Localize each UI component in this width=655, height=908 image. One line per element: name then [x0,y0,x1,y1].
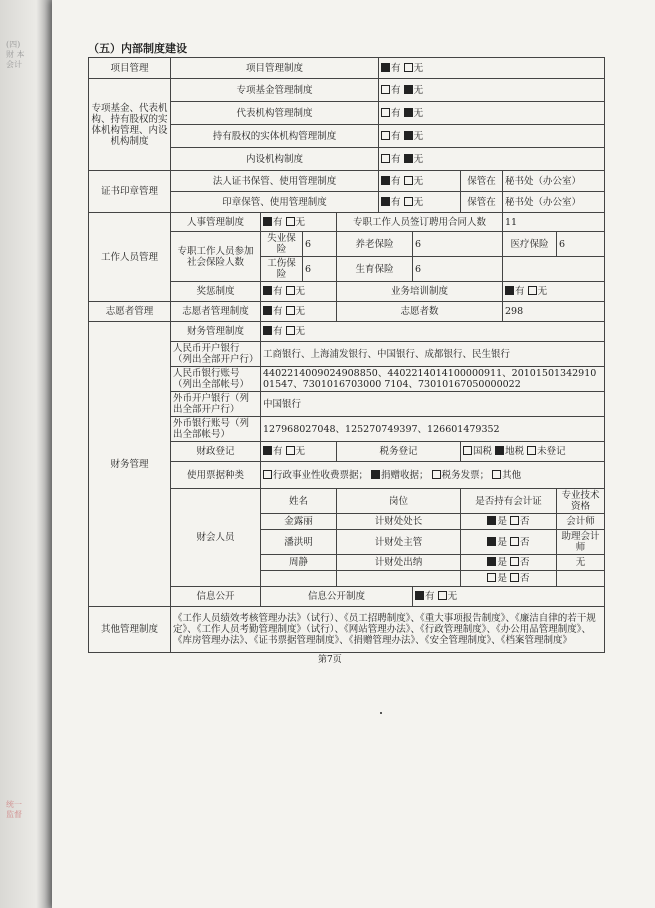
volunteer-count-value: 298 [503,302,605,322]
checked-box-icon [381,63,390,72]
fx-account-value: 127968027048、125270749397、126601479352 [261,417,605,442]
insurance-count: 6 [303,232,337,257]
people-header: 是否持有会计证 [461,489,557,514]
checked-box-icon [487,537,496,546]
checked-box-icon [263,446,272,455]
unchecked-box-icon [286,306,295,315]
people-header: 专业技术资格 [557,489,605,514]
page-number: 第7页 [318,655,342,665]
insurance-type: 失业保险 [261,232,303,257]
other-category: 其他管理制度 [89,607,171,653]
unchecked-box-icon [510,557,519,566]
unchecked-box-icon [528,286,537,295]
checked-box-icon [495,446,504,455]
checked-box-icon [381,197,390,206]
unchecked-box-icon [404,197,413,206]
insurance-type: 养老保险 [337,232,413,257]
bill-type-options: 行政事业性收费票据； 捐赠收据； 税务发票； 其他 [261,462,605,489]
unchecked-box-icon [463,446,472,455]
insurance-type: 工伤保险 [261,257,303,282]
unchecked-box-icon [510,537,519,546]
finance-policy-label: 财务管理制度 [171,322,261,342]
hr-policy-label: 人事管理制度 [171,213,261,232]
special-row-label: 专项基金管理制度 [171,79,379,102]
unchecked-box-icon [404,63,413,72]
rmb-bank-label: 人民币开户银行（列出全部开户行） [171,342,261,367]
rmb-account-value: 4402214009024908850、4402214014100000911、2010150134291001547、7301016703000 7104、73010167050000022 [261,367,605,392]
volunteer-category: 志愿者管理 [89,302,171,322]
cert-keep-label: 保管在 [461,171,503,192]
unchecked-box-icon [487,573,496,582]
cert-category: 证书印章管理 [89,171,171,213]
special-row-label: 代表机构管理制度 [171,102,379,125]
contract-label: 专职工作人员签订聘用合同人数 [337,213,503,232]
unchecked-box-icon [510,516,519,525]
checked-box-icon [415,591,424,600]
info-policy-label: 信息公开制度 [261,587,413,607]
insurance-type: 生育保险 [337,257,413,282]
checked-box-icon [404,108,413,117]
training-label: 业务培训制度 [337,282,503,302]
insurance-count: 6 [413,232,503,257]
fx-account-label: 外币银行账号（列出全部帐号） [171,417,261,442]
checked-box-icon [263,286,272,295]
rmb-bank-value: 工商银行、上海浦发银行、中国银行、成都银行、民生银行 [261,342,605,367]
checked-box-icon [263,306,272,315]
insurance-type: 医疗保险 [503,232,557,257]
unchecked-box-icon [286,446,295,455]
section-title: （五）内部制度建设 [88,42,187,55]
checked-box-icon [487,557,496,566]
finance-people-label: 财会人员 [171,489,261,587]
staff-category: 工作人员管理 [89,213,171,302]
project-policy-label: 项目管理制度 [171,58,379,79]
checked-box-icon [505,286,514,295]
people-row: 金露丽 计财处处长 是 否 会计师 [89,514,605,530]
cert-row-label: 印章保管、使用管理制度 [171,192,379,213]
fx-bank-value: 中国银行 [261,392,605,417]
checked-box-icon [404,154,413,163]
special-row-label: 持有股权的实体机构管理制度 [171,125,379,148]
cert-keep-value: 秘书处（办公室） [503,192,605,213]
checked-box-icon [487,516,496,525]
project-category: 项目管理 [89,58,171,79]
special-row-label: 内设机构制度 [171,148,379,171]
people-header: 岗位 [337,489,461,514]
volunteer-policy-label: 志愿者管理制度 [171,302,261,322]
unchecked-box-icon [527,446,536,455]
checked-box-icon [381,176,390,185]
unchecked-box-icon [492,470,501,479]
rmb-account-label: 人民币银行账号（列出全部帐号） [171,367,261,392]
unchecked-box-icon [404,176,413,185]
unchecked-box-icon [381,108,390,117]
scan-speck [380,712,382,714]
cert-keep-value: 秘书处（办公室） [503,171,605,192]
project-policy-value: 有 无 [379,58,605,79]
reward-label: 奖惩制度 [171,282,261,302]
insurance-count: 6 [413,257,503,282]
cert-row-label: 法人证书保管、使用管理制度 [171,171,379,192]
checked-box-icon [404,131,413,140]
adjacent-page-text: (四) 财 本 会计 [6,40,25,69]
bill-type-label: 使用票据种类 [171,462,261,489]
checked-box-icon [263,217,272,226]
unchecked-box-icon [286,326,295,335]
unchecked-box-icon [381,131,390,140]
checked-box-icon [263,326,272,335]
volunteer-count-label: 志愿者数 [337,302,503,322]
tax-reg-label: 税务登记 [337,442,461,462]
checked-box-icon [371,470,380,479]
finance-category: 财务管理 [89,322,171,607]
people-row: 潘洪明 计财处主管 是 否 助理会计师 [89,530,605,555]
adjacent-page-stamp: 统一 监督 [6,800,22,819]
contract-value: 11 [503,213,605,232]
unchecked-box-icon [432,470,441,479]
unchecked-box-icon [286,217,295,226]
insurance-count: 6 [557,232,605,257]
adjacent-page [0,0,52,908]
tax-reg-options: 国税 地税 未登记 [461,442,605,462]
unchecked-box-icon [438,591,447,600]
people-header: 姓名 [261,489,337,514]
info-category: 信息公开 [171,587,261,607]
other-policies: 《工作人员绩效考核管理办法》（试行）、《员工招聘制度》、《重大事项报告制度》、《廉洁自律的若干规定》、《工作人员考勤管理制度》（试行）、《网站管理办法》、《行政管理制度》、《办公用品管理制度》、《库房管理办法》、《证书票据管理制度》、《捐赠管理办法》、《安全管理制度》、《档案管理制度》 [171,607,605,653]
unchecked-box-icon [381,85,390,94]
fx-bank-label: 外币开户银行（列出全部开户行） [171,392,261,417]
unchecked-box-icon [286,286,295,295]
unchecked-box-icon [381,154,390,163]
people-row-empty: 是 否 [89,571,605,587]
unchecked-box-icon [263,470,272,479]
insurance-count: 6 [303,257,337,282]
finance-reg-label: 财政登记 [171,442,261,462]
unchecked-box-icon [510,573,519,582]
checked-box-icon [404,85,413,94]
people-row: 周静 计财处出纳 是 否 无 [89,555,605,571]
internal-system-table: 项目管理 项目管理制度 有 无 专项基金、代表机构、持有股权的实体机构管理、内设机构制度 专项基金管理制度 有 无 代表机构管理制度 有 无 持有股权的实体机构管理制度 有 无 内设机构制度 有 无 证书印章管理 法人证书保管、使用管理制度 有 无 保管在 秘书处（办公室） 印章保管、使用管理制度 有 无 保管在 秘书处（办公室） 工作人员管理 人事管理制度 有 无 专职工作人员签订聘用合同人数 11 专职工作人员参加社会保险人数 失业保险 6 养老保险 6 医疗保险 6 工伤保险 6 生育保险 6 奖惩制度 有 无 业务培训制度 有 无 志愿者管理 志愿者管理制度 有 无 志愿者数 298 财务管理 财务管理制度 有 无 人民币开户银行（列出全部开户行） 工商银行、上海浦发银行、中国银行、成都银行、民生银行 人民币银行账号（列出全部帐号） 4402214009024908850、4402214014100000911、2010150134291001547、7301016703000 7104、73010167050000022 外币开户银行（列出全部开户行） 中国银行 外币银行账号（列出全部帐号） 127968027048、125270749397、126601479352 财政登记 有 无 税务登记 国税 地税 未登记 使用票据种类 行政事业性收费票据； 捐赠收据； 税务发票； 其他 财会人员 姓名 岗位 是否持有会计证 专业技术资格 金露丽 计财处处长 是 否 会计师 潘洪明 计财处主管 是 否 助理会计师 周静 计财处出纳 是 否 无 是 否 信息公开 信息公开制度 有 无 其他管理制度 《工作人员绩效考核管理办法》（试行）、《员工招聘制度》、《重大事项报告制度》、《廉洁自律的若干规定》、《工作人员考勤管理制度》（试行）、《网站管理办法》、《行政管理制度》、《办公用品管理制度》、《库房管理办法》、《证书票据管理制度》、《捐赠管理办法》、《安全管理制度》、《档案管理制度》 [88,57,605,653]
special-category: 专项基金、代表机构、持有股权的实体机构管理、内设机构制度 [89,79,171,171]
cert-keep-label: 保管在 [461,192,503,213]
insurance-label: 专职工作人员参加社会保险人数 [171,232,261,282]
